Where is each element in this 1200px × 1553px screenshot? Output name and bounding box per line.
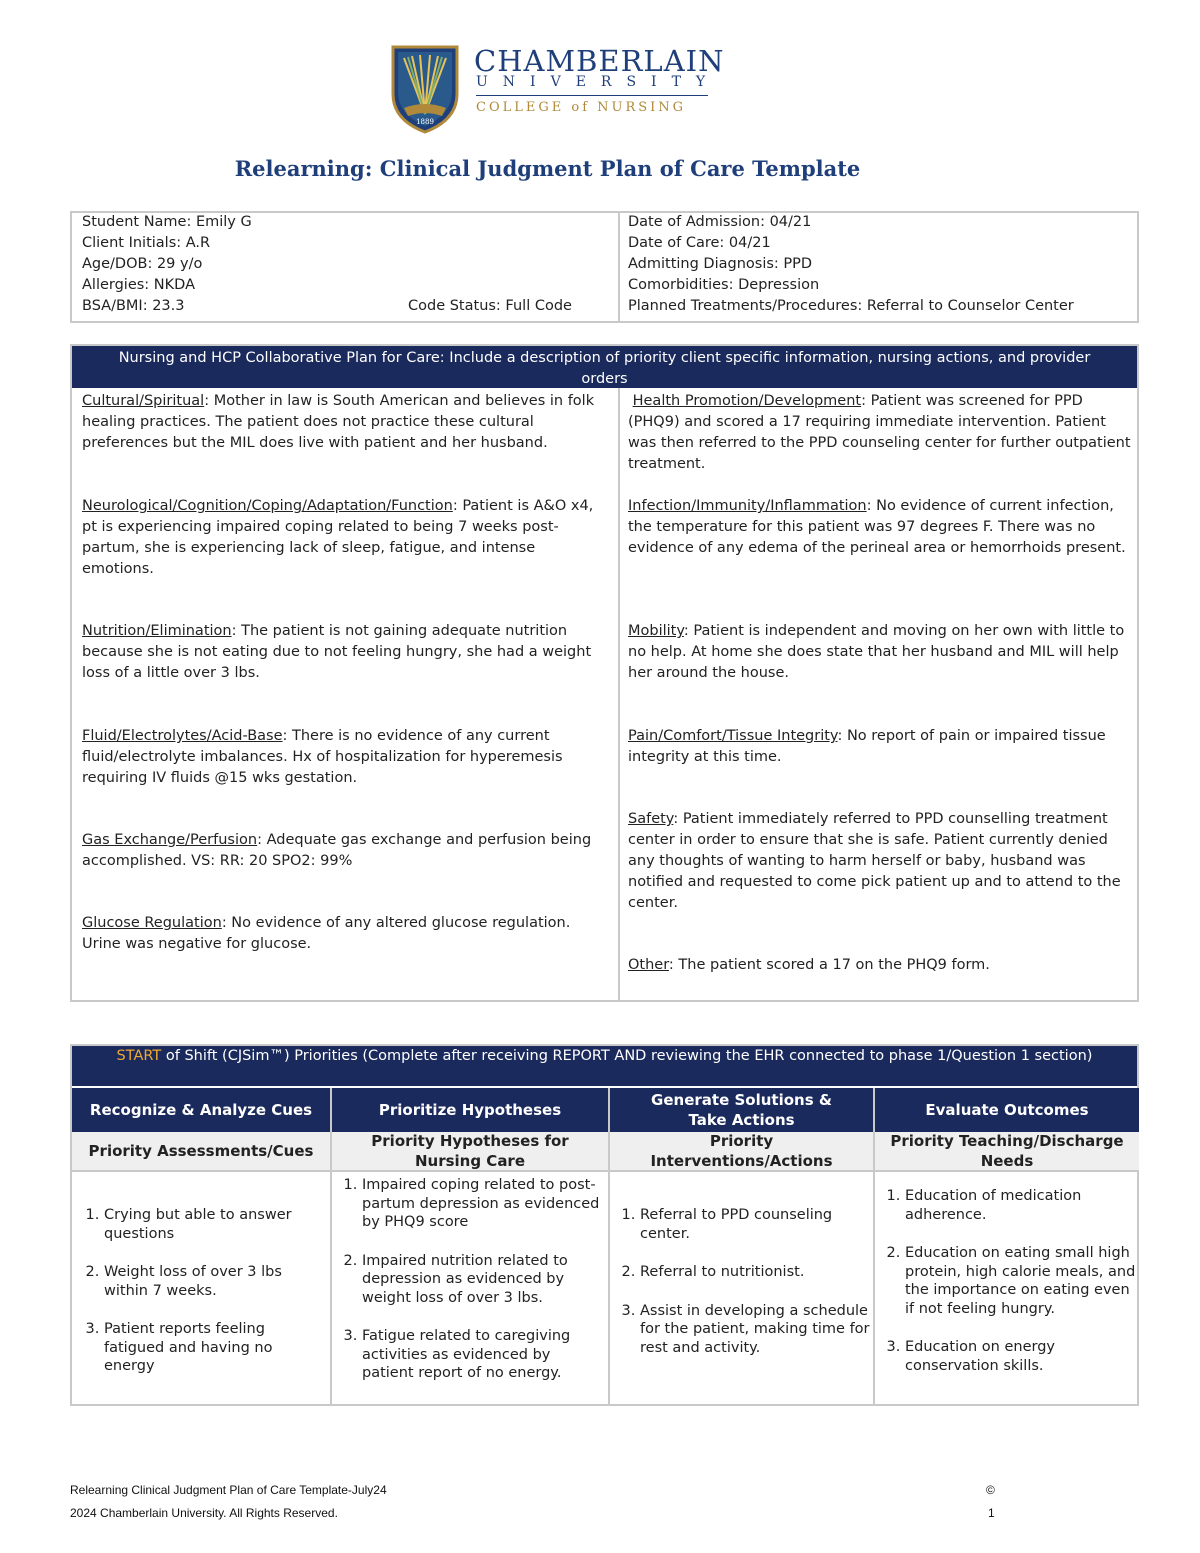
list-item: 3. Education on energy conservation skills.: [905, 1338, 1143, 1375]
interventions-list: [618, 1206, 872, 1377]
list-item: 2. Referral to nutritionist.: [640, 1263, 872, 1282]
column-divider: [608, 1088, 610, 1404]
logo-name: CHAMBERLAIN: [474, 44, 725, 78]
list-item: 2. Weight loss of over 3 lbs within 7 weeks.: [104, 1263, 324, 1300]
list-item: 1. Crying but able to answer questions: [104, 1206, 324, 1243]
patient-info-table: [70, 211, 1139, 323]
subhead-assessments: Priority Assessments/Cues: [72, 1132, 330, 1172]
footer-rights: 2024 Chamberlain University. All Rights Reserved.: [70, 1506, 338, 1520]
collaborative-plan-table: [70, 344, 1139, 1002]
allergies: Allergies: NKDA: [82, 277, 195, 293]
footer-template-name: Relearning Clinical Judgment Plan of Care Template-July24: [70, 1483, 387, 1497]
other: Other: The patient scored a 17 on the PHQ9 form.: [628, 957, 990, 973]
col-head-prioritize: Prioritize Hypotheses: [332, 1088, 608, 1132]
health-promotion: Health Promotion/Development: Patient was screened for PPD (PHQ9) and scored a 17 requiring immediate intervention. Patient was then referred to the PPD counseling center for further outpatient treatment.: [628, 393, 1131, 472]
collab-header: Nursing and HCP Collaborative Plan for Care: Include a description of priority client specific information, nursing actions, and provider orders: [72, 346, 1137, 388]
hypotheses-list: [340, 1176, 602, 1403]
mobility: Mobility: Patient is independent and moving on her own with little to no help. At home she does state that her husband and MIL will help her around the house.: [628, 623, 1125, 681]
list-item: 1. Referral to PPD counseling center.: [640, 1206, 872, 1243]
col-head-recognize: Recognize & Analyze Cues: [72, 1088, 330, 1132]
admitting-diagnosis: Admitting Diagnosis: PPD: [628, 256, 813, 272]
bsa-bmi: BSA/BMI: 23.3: [82, 298, 185, 314]
column-divider: [618, 213, 620, 321]
list-item: 3. Patient reports feeling fatigued and having no energy: [104, 1320, 324, 1376]
logo-college: COLLEGE of NURSING: [476, 100, 687, 115]
shift-header: START of Shift (CJSim™) Priorities (Complete after receiving REPORT AND reviewing the EHR connected to phase 1/Question 1 section): [72, 1046, 1137, 1086]
code-status: Code Status: Full Code: [408, 298, 572, 314]
planned-treatments: Planned Treatments/Procedures: Referral to Counselor Center: [628, 298, 1074, 314]
date-of-care: Date of Care: 04/21: [628, 235, 771, 251]
client-initials: Client Initials: A.R: [82, 235, 211, 251]
safety: Safety: Patient immediately referred to PPD counselling treatment center in order to ensure that she is safe. Patient currently denied any thoughts of wanting to harm herself or baby, husband was notified and requested to come pick patient up and to attend to the center.: [628, 811, 1121, 911]
subhead-teaching: Priority Teaching/Discharge Needs: [875, 1132, 1139, 1172]
subhead-hypotheses: Priority Hypotheses for Nursing Care: [332, 1132, 608, 1172]
list-item: 1. Impaired coping related to post-partum depression as evidenced by PHQ9 score: [362, 1176, 602, 1232]
col-head-generate: Generate Solutions & Take Actions: [610, 1088, 873, 1132]
logo-university: UNIVERSITY: [476, 74, 721, 90]
copyright-icon: ©: [986, 1483, 995, 1497]
column-divider: [873, 1088, 875, 1404]
list-item: 2. Education on eating small high protein, high calorie meals, and the importance on eating even if not feeling hungry.: [905, 1244, 1143, 1318]
comorbidities: Comorbidities: Depression: [628, 277, 820, 293]
neurological-cognition: Neurological/Cognition/Coping/Adaptation/Function: Patient is A&O x4, pt is experiencing impaired coping related to being 7 weeks post-partum, she is experiencing lack of sleep, fatigue, and intense emotions.: [82, 498, 594, 577]
glucose-regulation: Glucose Regulation: No evidence of any altered glucose regulation. Urine was negative for glucose.: [82, 915, 571, 952]
fluid-electrolytes: Fluid/Electrolytes/Acid-Base: There is no evidence of any current fluid/electrolyte imbalances. Hx of hospitalization for hyperemesis requiring IV fluids @15 wks gestation.: [82, 728, 563, 786]
pain-comfort: Pain/Comfort/Tissue Integrity: No report of pain or impaired tissue integrity at this time.: [628, 728, 1106, 765]
nutrition-elimination: Nutrition/Elimination: The patient is not gaining adequate nutrition because she is not eating due to not feeling hungry, she had a weight loss of a little over 3 lbs.: [82, 623, 592, 681]
shield-icon: [390, 44, 460, 134]
infection-immunity: Infection/Immunity/Inflammation: No evidence of current infection, the temperature for this patient was 97 degrees F. There was no evidence of any edema of the perineal area or hemorrhoids present.: [628, 498, 1126, 556]
cultural-spiritual: Cultural/Spiritual: Mother in law is South American and believes in folk healing practices. The patient does not practice these cultural preferences but the MIL does live with patient and her husband.: [82, 393, 595, 451]
column-divider: [618, 388, 620, 1000]
list-item: 2. Impaired nutrition related to depression as evidenced by weight loss of over 3 lbs.: [362, 1252, 602, 1308]
document-title: Relearning: Clinical Judgment Plan of Care Template: [234, 156, 861, 181]
page-number: 1: [988, 1506, 995, 1520]
logo-divider: [476, 95, 708, 96]
list-item: 1. Education of medication adherence.: [905, 1187, 1143, 1224]
teaching-list: [883, 1187, 1143, 1395]
svg-text:1889: 1889: [416, 118, 434, 126]
subhead-interventions: Priority Interventions/Actions: [610, 1132, 873, 1172]
age-dob: Age/DOB: 29 y/o: [82, 256, 203, 272]
shift-priorities-table: [70, 1044, 1139, 1406]
student-name: Student Name: Emily G: [82, 214, 252, 230]
column-divider: [330, 1088, 332, 1404]
list-item: 3. Assist in developing a schedule for the patient, making time for rest and activity.: [640, 1302, 872, 1358]
date-of-admission: Date of Admission: 04/21: [628, 214, 812, 230]
list-item: 3. Fatigue related to caregiving activities as evidenced by patient report of no energy.: [362, 1327, 602, 1383]
col-head-evaluate: Evaluate Outcomes: [875, 1088, 1139, 1132]
assessments-list: [82, 1206, 324, 1396]
gas-exchange: Gas Exchange/Perfusion: Adequate gas exchange and perfusion being accomplished. VS: RR: 20 SPO2: 99%: [82, 832, 592, 869]
chamberlain-logo: [390, 44, 725, 136]
